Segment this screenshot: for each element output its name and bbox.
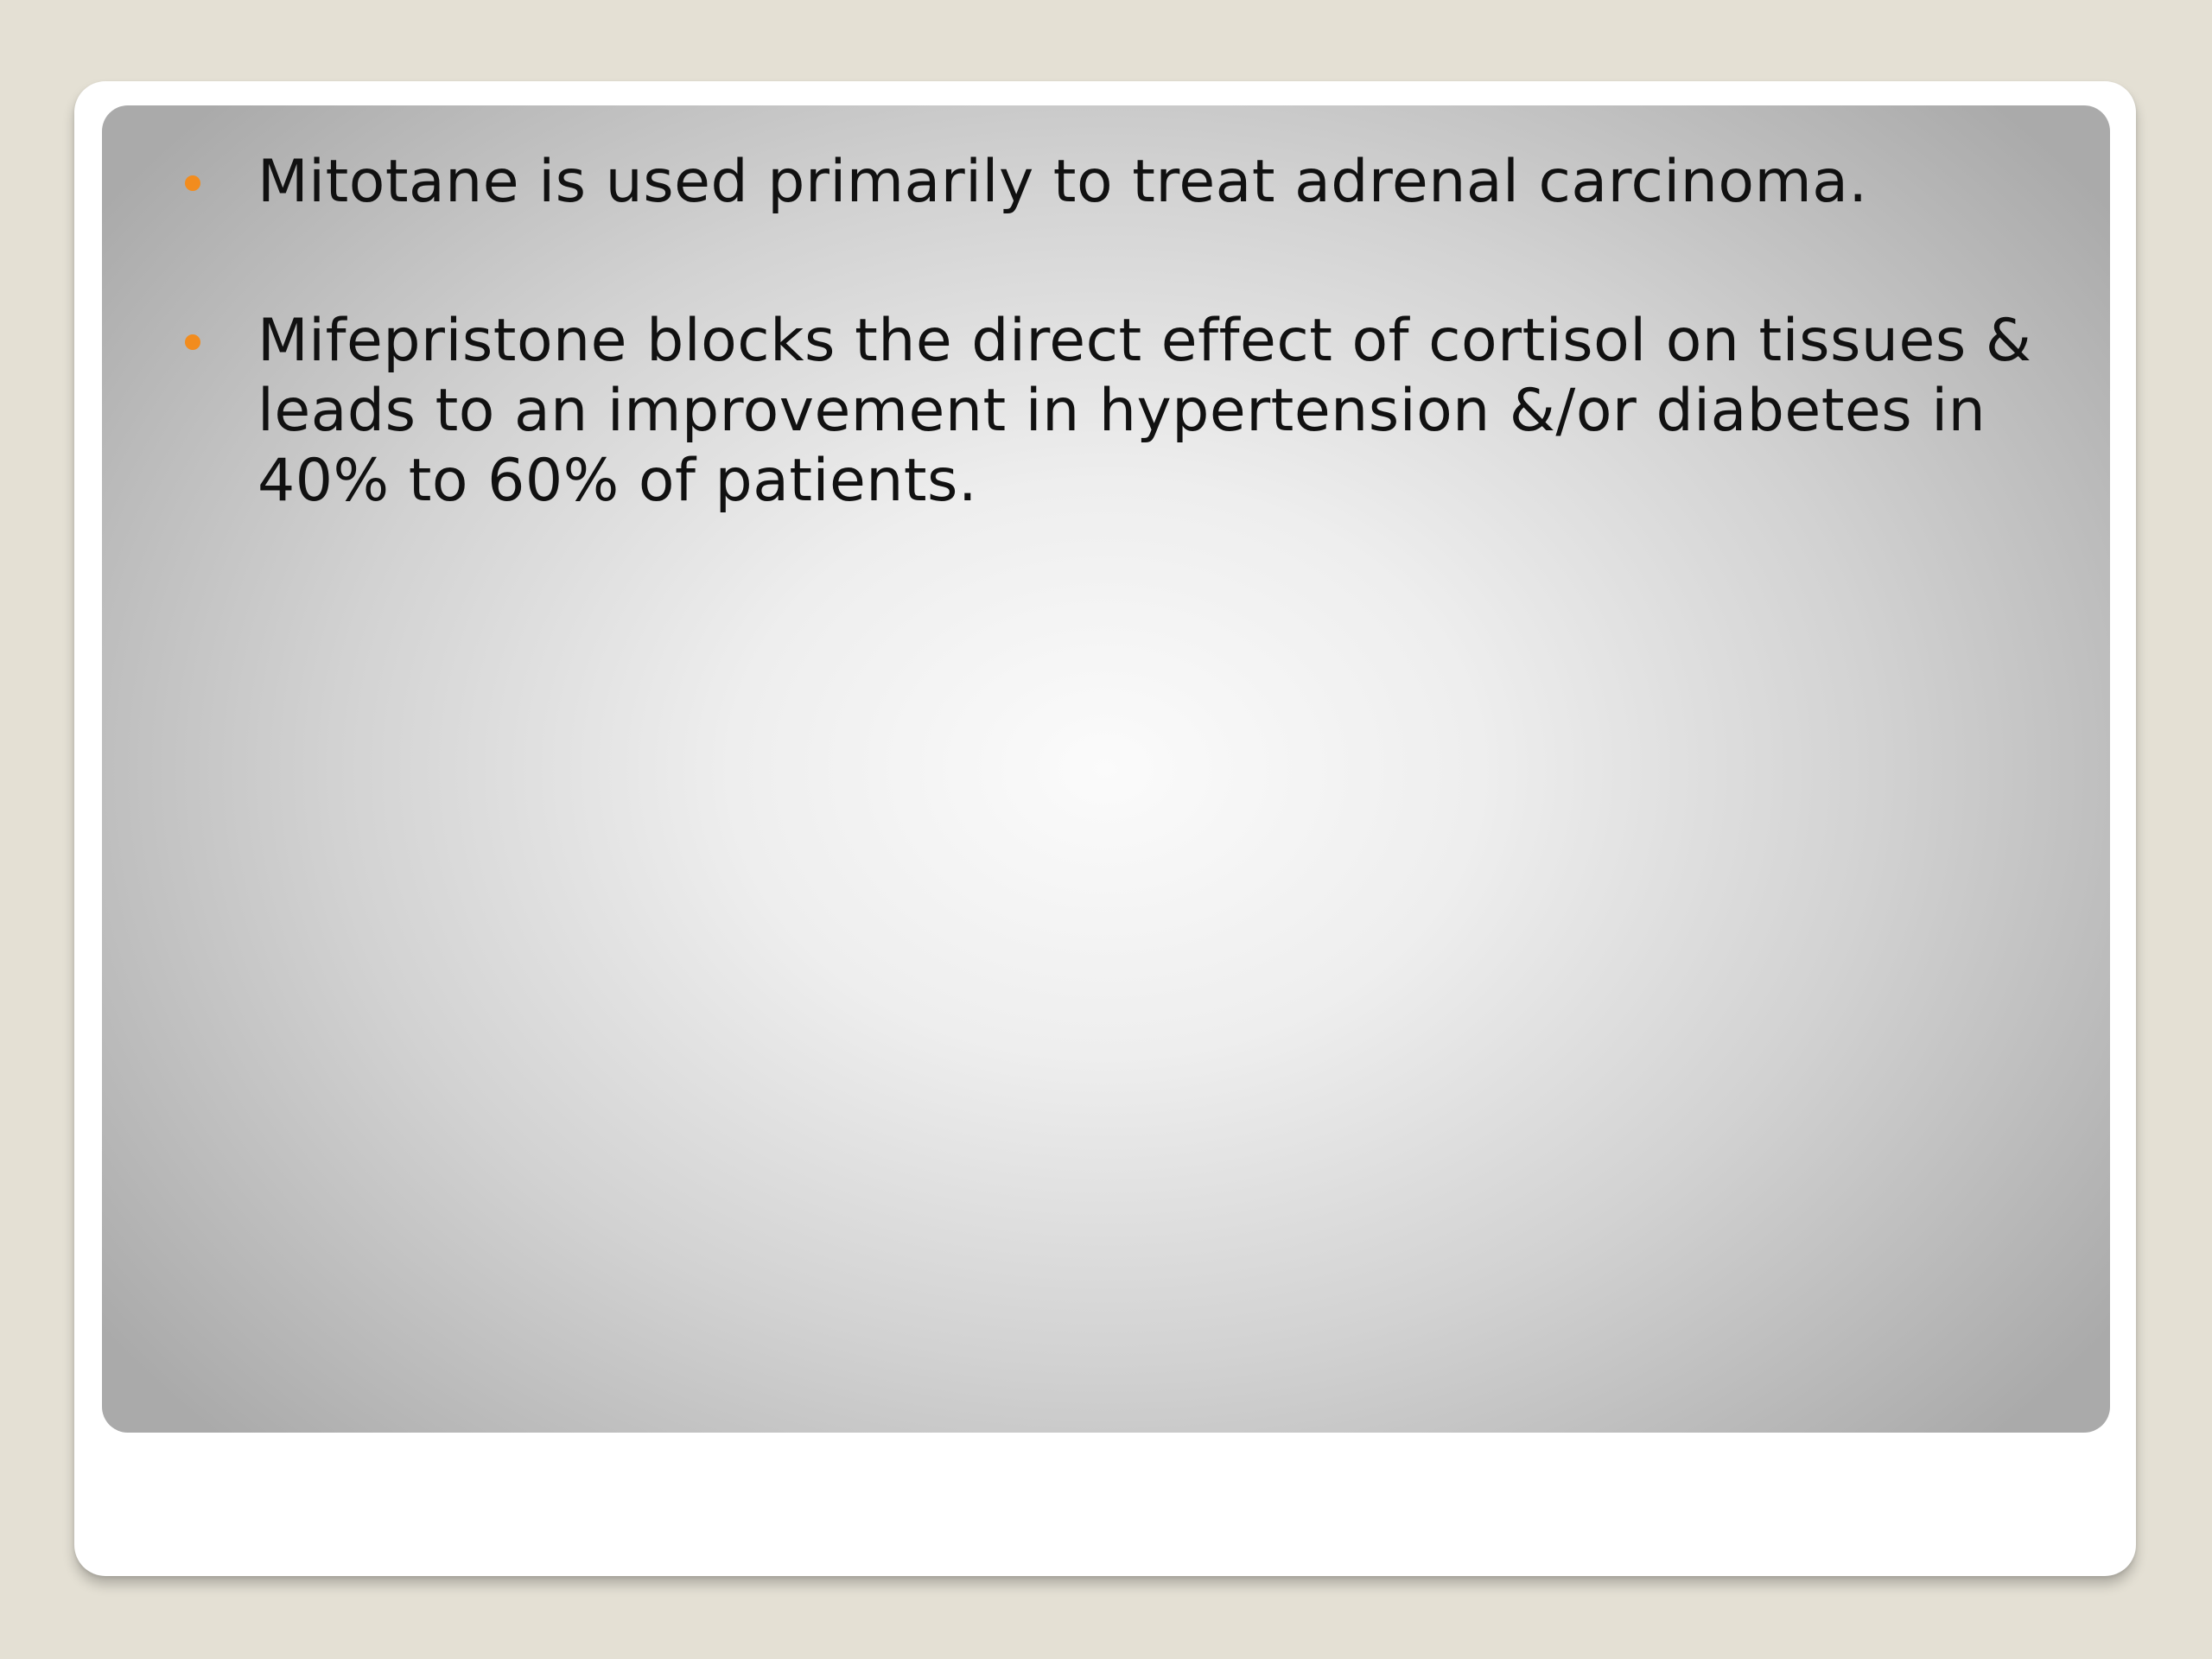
bullet-text-line: Mifepristone blocks the direct effect of cortisol on tissues & <box>257 307 2032 375</box>
bullet-item-mifepristone <box>257 306 2081 516</box>
bullet-item-mitotane <box>257 147 2081 217</box>
content-panel <box>102 105 2110 1433</box>
slide-frame <box>74 81 2136 1576</box>
bullet-dot-icon <box>185 175 200 191</box>
bullet-dot-icon <box>185 334 200 350</box>
bullet-text-line: Mitotane is used primarily to treat adrenal carcinoma. <box>257 148 1868 216</box>
bullet-text-line: 40% to 60% of patients. <box>257 447 978 515</box>
bullet-text-line: leads to an improvement in hypertension &/or diabetes in <box>257 377 1986 445</box>
